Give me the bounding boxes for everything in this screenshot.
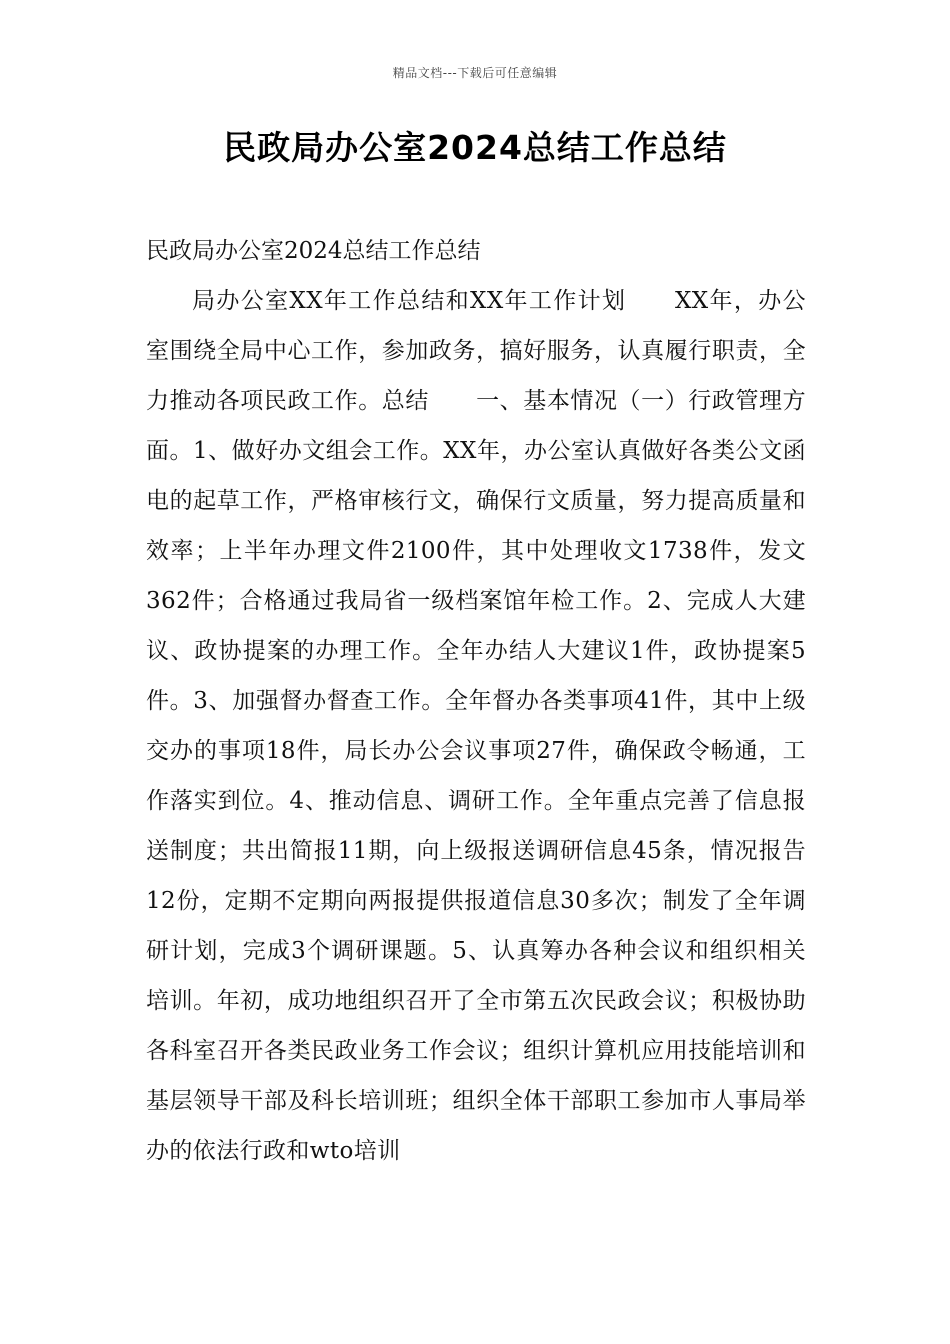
document-title: 民政局办公室2024总结工作总结 [223, 128, 727, 167]
header-note: 精品文档---下载后可任意编辑 [392, 66, 558, 80]
document-content [146, 226, 806, 1176]
document-subtitle: 民政局办公室2024总结工作总结 [146, 238, 481, 264]
body-paragraph: 局办公室XX年工作总结和XX年工作计划 XX年，办公室围绕全局中心工作，参加政务，搞好服务，认真履行职责，全力推动各项民政工作。总结 一、基本情况（一）行政管理方面。1、做好办文组会工作。XX年，办公室认真做好各类公文函电的起草工作，严格审核行文，确保行文质量，努力提高质量和效率；上半年办理文件2100件，其中处理收文1738件，发文362件；合格通过我局省一级档案馆年检工作。2、完成人大建议、政协提案的办理工作。全年办结人大建议1件，政协提案5件。3、加强督办督查工作。全年督办各类事项41件，其中上级交办的事项18件，局长办公会议事项27件，确保政令畅通，工作落实到位。4、推动信息、调研工作。全年重点完善了信息报送制度；共出简报11期，向上级报送调研信息45条，情况报告12份，定期不定期向两报提供报道信息30多次；制发了全年调研计划，完成3个调研课题。5、认真筹办各种会议和组织相关培训。年初，成功地组织召开了全市第五次民政会议；积极协助各科室召开各类民政业务工作会议；组织计算机应用技能培训和基层领导干部及科长培训班；组织全体干部职工参加市人事局举办的依法行政和wto培训 [146, 288, 806, 1164]
